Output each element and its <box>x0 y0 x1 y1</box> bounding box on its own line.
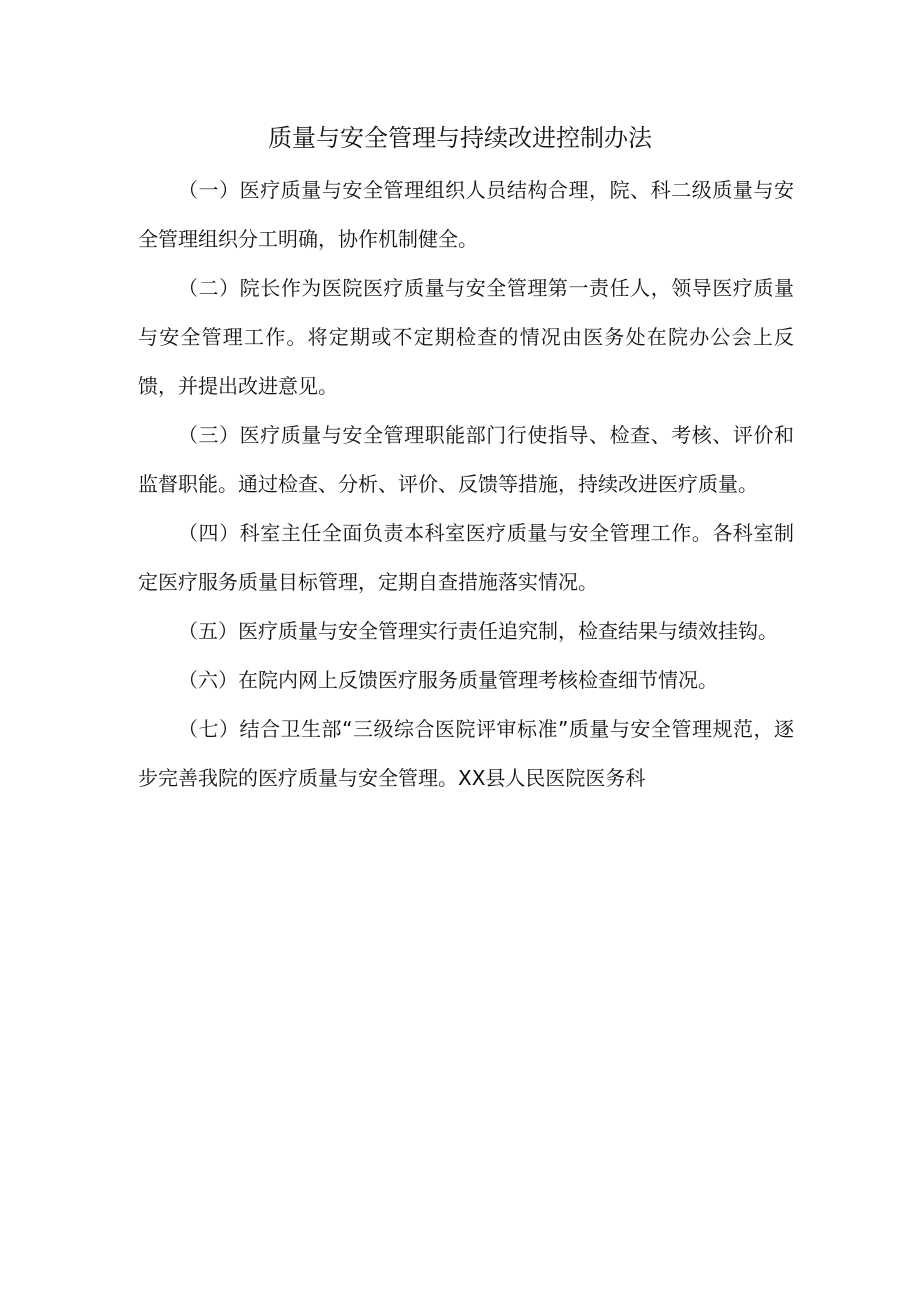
document-body <box>138 166 794 803</box>
paragraph-1: （一）医疗质量与安全管理组织人员结构合理，院、科二级质量与安全管理组织分工明确，协作机制健全。 <box>138 178 794 251</box>
document-title: 质量与安全管理与持续改进控制办法 <box>268 124 652 152</box>
paragraph-3: （三）医疗质量与安全管理职能部门行使指导、检查、考核、评价和监督职能。通过检查、分析、评价、反馈等措施，持续改进医疗质量。 <box>138 423 794 496</box>
paragraph-4: （四）科室主任全面负责本科室医疗质量与安全管理工作。各科室制定医疗服务质量目标管理，定期自查措施落实情况。 <box>138 521 794 594</box>
paragraph-2: （二）院长作为医院医疗质量与安全管理第一责任人，领导医疗质量与安全管理工作。将定期或不定期检查的情况由医务处在院办公会上反馈，并提出改进意见。 <box>138 276 794 398</box>
paragraph-7: （七）结合卫生部“三级综合医院评审标准”质量与安全管理规范，逐步完善我院的医疗质量与安全管理。XX县人民医院医务科 <box>138 717 794 790</box>
paragraph-5: （五）医疗质量与安全管理实行责任追究制，检查结果与绩效挂钩。 <box>178 619 778 643</box>
paragraph-6: （六）在院内网上反馈医疗服务质量管理考核检查细节情况。 <box>178 668 718 692</box>
